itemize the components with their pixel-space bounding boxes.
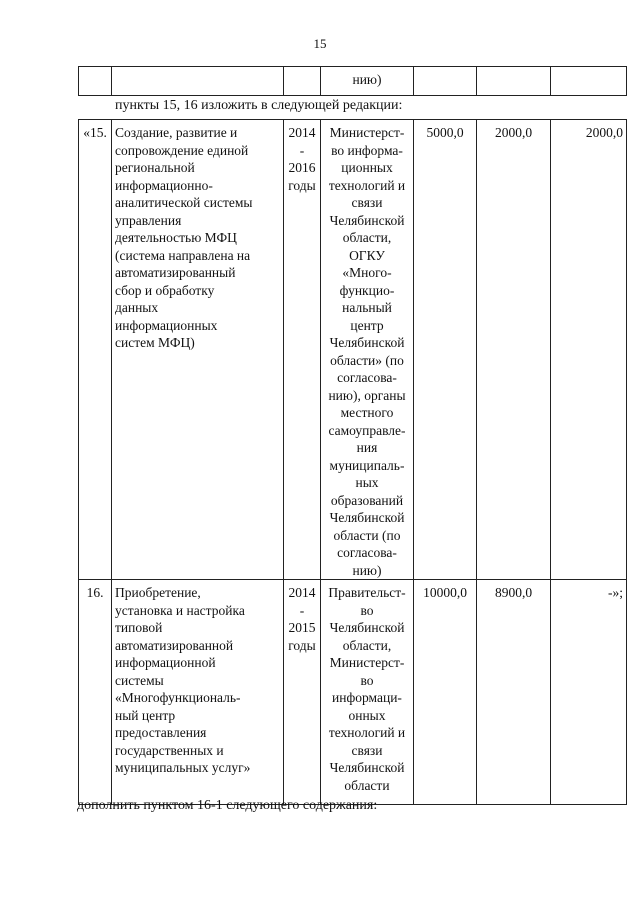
text-line: управления — [115, 212, 182, 228]
text-line: 2014 — [288, 585, 316, 600]
text-line: 2016 — [288, 160, 316, 175]
text-line: Челябинской — [329, 760, 405, 775]
cell-number: «15. — [79, 120, 112, 580]
text-line: согласова- — [337, 545, 397, 560]
cell-value-1 — [414, 67, 477, 96]
text-line: аналитической системы — [115, 195, 253, 210]
text-line: во — [360, 602, 374, 618]
cell-number: 16. — [79, 580, 112, 805]
text-line: ционных — [341, 160, 393, 175]
text-line: ОГКУ — [349, 247, 385, 263]
page-number: 15 — [313, 36, 327, 51]
text-line: Челябинской — [329, 620, 405, 635]
text-line: «Много- — [342, 265, 392, 280]
text-line: нию), органы — [328, 387, 406, 403]
cell-name — [112, 67, 284, 96]
text-line: ный центр — [115, 707, 176, 723]
text-line: информаци- — [332, 690, 402, 705]
text-line: связи — [351, 195, 383, 210]
text-line: области» (по — [330, 352, 404, 368]
text-line: деятельностью МФЦ — [115, 230, 237, 245]
text-line: области (по — [333, 527, 401, 543]
text-line: годы — [288, 637, 316, 653]
cell-years — [284, 120, 321, 580]
text-line: системы — [115, 672, 164, 688]
text-line: (система направлена на — [115, 247, 251, 263]
cell-executor: нию) — [321, 67, 414, 96]
text-line: Челябинской — [329, 212, 405, 228]
text-line: ных — [355, 475, 379, 490]
text-line: Создание, развитие и — [115, 125, 238, 140]
text-line: области, — [342, 637, 392, 653]
table-continuation-row — [78, 66, 627, 96]
cell-value-3: -»; — [551, 580, 627, 805]
cell-value-1: 5000,0 — [414, 120, 477, 580]
text-line: муниципальных услуг» — [115, 760, 251, 775]
text-line: во информа- — [331, 142, 403, 158]
cell-value-2: 8900,0 — [477, 580, 551, 805]
text-line: во — [360, 672, 374, 688]
text-line: 2014 — [288, 125, 316, 140]
cell-value-2 — [477, 67, 551, 96]
text-line: информационных — [115, 317, 218, 333]
text-line: данных — [115, 300, 159, 315]
outro-paragraph: дополнить пунктом 16-1 следующего содержания: — [77, 798, 378, 813]
text-line: информационно- — [115, 177, 213, 193]
text-line: сбор и обработку — [115, 282, 215, 298]
text-line: Министерст- — [329, 655, 405, 670]
text-line: Челябинской — [329, 335, 405, 350]
text-line: Правительст- — [328, 585, 406, 600]
cell-executor — [321, 120, 414, 580]
text-line: 2015 — [288, 620, 316, 635]
text-line: онных — [348, 707, 386, 723]
main-table — [78, 119, 627, 805]
text-line: области, — [342, 230, 392, 245]
text-line: нальный — [342, 300, 392, 315]
text-line: предоставления — [115, 725, 207, 740]
text-line: связи — [351, 742, 383, 758]
text-line: информационной — [115, 655, 216, 670]
text-line: самоуправле- — [328, 422, 406, 438]
text-line: автоматизированной — [115, 637, 234, 653]
text-line: технологий и — [328, 725, 406, 740]
text-line: центр — [350, 317, 384, 333]
cell-value-1: 10000,0 — [414, 580, 477, 805]
text-line: области — [344, 777, 390, 793]
text-line: нию) — [352, 562, 382, 578]
table-row — [79, 580, 627, 805]
cell-value-2: 2000,0 — [477, 120, 551, 580]
text-line: - — [299, 602, 305, 618]
cell-years — [284, 580, 321, 805]
cell-years — [284, 67, 321, 96]
table-row — [79, 120, 627, 580]
text-line: образований — [330, 492, 404, 508]
text-line: государственных и — [115, 742, 224, 758]
text-line: типовой — [115, 620, 163, 635]
cell-number — [79, 67, 112, 96]
table-row — [79, 67, 627, 96]
text-line: технологий и — [328, 177, 406, 193]
cell-name — [112, 580, 284, 805]
text-line: Министерст- — [329, 125, 405, 140]
text-line: «Многофункциональ- — [115, 690, 241, 705]
text-line: - — [299, 142, 305, 158]
text-line: муниципаль- — [329, 457, 405, 473]
text-line: местного — [340, 405, 394, 420]
text-line: Приобретение, — [115, 585, 201, 600]
cell-executor — [321, 580, 414, 805]
intro-paragraph: пункты 15, 16 изложить в следующей редакции: — [115, 98, 403, 113]
text-line: систем МФЦ) — [115, 335, 195, 350]
text-line: сопровождение единой — [115, 142, 249, 158]
text-line: Челябинской — [329, 510, 405, 525]
text-line: функцио- — [339, 282, 395, 298]
text-line: согласова- — [337, 370, 397, 385]
text-line: автоматизированный — [115, 265, 236, 280]
text-line: годы — [288, 177, 316, 193]
cell-name — [112, 120, 284, 580]
cell-value-3 — [551, 67, 627, 96]
text-line: региональной — [115, 160, 195, 175]
text-line: ния — [356, 440, 378, 455]
text-line: установка и настройка — [115, 602, 245, 618]
cell-value-3: 2000,0 — [551, 120, 627, 580]
